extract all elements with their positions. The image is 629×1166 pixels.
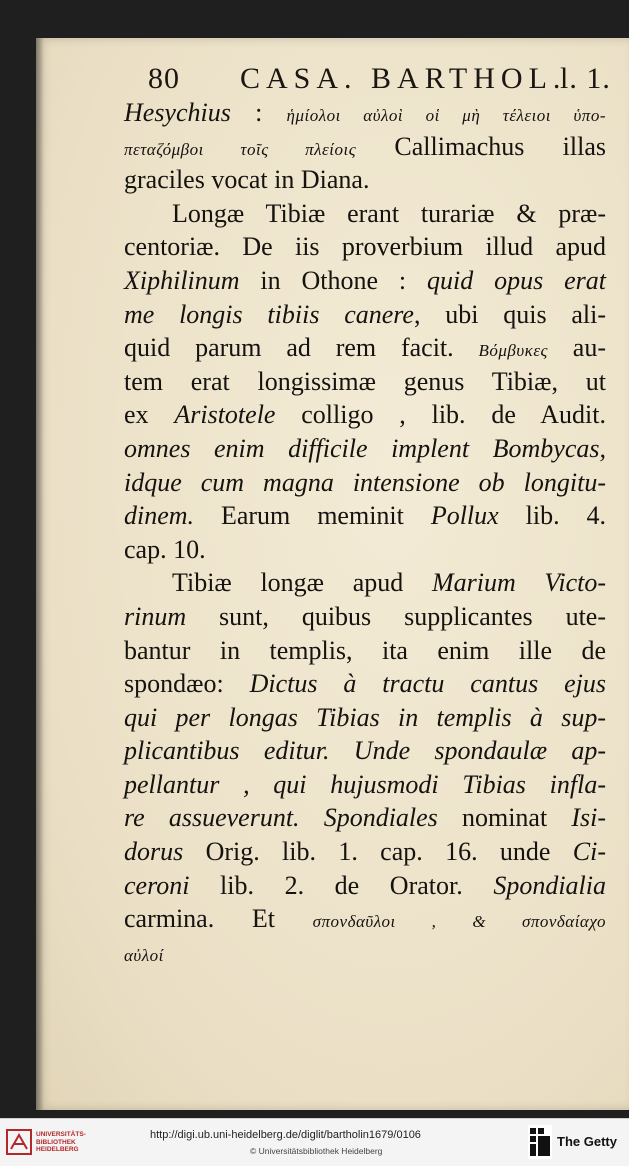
- text-run: in Othone :: [239, 265, 428, 295]
- text-run: me longis tibiis canere: [124, 299, 414, 329]
- text-line: [124, 130, 606, 164]
- viewer-footer: [0, 1118, 629, 1166]
- text-line: [124, 96, 606, 130]
- text-run: Aristotele: [174, 400, 276, 430]
- text-run: ἡμίολοι αὐλοὶ οἱ μὴ τέλειοι ὑπο-: [286, 106, 606, 125]
- text-run: Longæ Tibiæ erant turariæ & præ-: [172, 198, 606, 228]
- text-run: quid opus erat: [427, 265, 606, 295]
- text-run: graciles vocat in Diana.: [124, 165, 370, 195]
- text-run: Ci-: [572, 837, 606, 867]
- text-line: [124, 936, 606, 970]
- text-line: [124, 566, 606, 600]
- text-run: bantur in templis, ita enim ille de: [124, 635, 606, 665]
- text-run: dorus: [124, 837, 184, 867]
- text-run: plicantibus editur. Unde spondaulæ ap-: [124, 736, 606, 766]
- text-run: pellantur , qui hujusmodi Tibias infla-: [124, 769, 606, 799]
- text-run: nominat: [437, 803, 572, 833]
- copyright-notice: © Universitätsbibliothek Heidelberg: [250, 1146, 383, 1156]
- university-library-logo[interactable]: [6, 1127, 86, 1159]
- text-run: Βόμβυκες: [478, 341, 548, 361]
- body-text: [124, 96, 606, 969]
- text-run: qui per longas Tibias in templis à sup-: [124, 702, 606, 732]
- text-run: colligo , lib. de Audit.: [275, 400, 606, 430]
- text-run: centoriæ. De iis proverbium illud apud: [124, 232, 606, 262]
- text-run: Spondialia: [493, 870, 606, 900]
- text-run: au-: [547, 333, 606, 363]
- text-line: [124, 432, 606, 466]
- text-line: [124, 398, 606, 432]
- text-run: Earum meminit: [194, 501, 431, 531]
- text-line: [124, 365, 606, 399]
- text-run: tem erat longissimæ genus Tibiæ, ut: [124, 366, 606, 396]
- text-run: lib. 4.: [498, 501, 606, 531]
- text-line: [124, 298, 606, 332]
- text-run: rinum: [124, 601, 187, 631]
- text-line: [124, 533, 606, 567]
- text-run: ceroni: [124, 870, 190, 900]
- text-run: Orig. lib. 1. cap. 16. unde: [183, 837, 573, 867]
- text-line: [124, 869, 606, 903]
- text-line: [124, 466, 606, 500]
- text-run: spondæo:: [124, 669, 250, 699]
- text-run: idque cum magna intensione ob longitu-: [124, 467, 606, 497]
- text-line: [124, 902, 606, 936]
- text-run: Pollux: [430, 501, 499, 531]
- page-gutter-shadow: [36, 38, 44, 1110]
- text-run: quid parum ad rem facit.: [124, 333, 479, 363]
- text-run: πεταζόμβοι τοῖς πλείοις: [124, 139, 357, 159]
- text-run: Isi-: [571, 803, 606, 833]
- text-run: Tibiæ longæ apud: [172, 568, 432, 598]
- text-line: [124, 230, 606, 264]
- text-run: Dictus à tractu cantus ejus: [249, 669, 606, 699]
- text-run: Marium Victo-: [431, 568, 606, 598]
- text-line: [124, 701, 606, 735]
- text-run: Hesychius: [124, 98, 231, 127]
- text-run: :: [230, 98, 287, 127]
- library-logo-label: UNIVERSITÄTS- BIBLIOTHEK HEIDELBERG: [36, 1131, 86, 1153]
- book-reference: l. 1.: [560, 62, 611, 95]
- text-line: [124, 835, 606, 869]
- text-line: [124, 801, 606, 835]
- running-title: CASA. BARTHOL.: [240, 62, 567, 95]
- text-run: σπονδαῦλοι , & σπονδαίαχο: [312, 912, 606, 932]
- text-run: αὐλοί: [124, 945, 164, 965]
- text-line: [124, 499, 606, 533]
- text-run: omnes enim difficile implent Bombycas,: [124, 433, 606, 463]
- text-run: cap. 10.: [124, 534, 206, 564]
- text-line: [124, 734, 606, 768]
- library-crest-icon: [6, 1129, 32, 1155]
- text-run: carmina. Et: [124, 904, 313, 934]
- text-line: [124, 264, 606, 298]
- text-run: lib. 2. de Orator.: [189, 870, 494, 900]
- text-run: , ubi quis ali-: [413, 299, 607, 329]
- text-run: ex: [124, 400, 175, 430]
- text-line: [124, 331, 606, 365]
- text-run: dinem.: [124, 501, 195, 531]
- text-run: sunt, quibus supplicantes ute-: [186, 601, 606, 631]
- text-line: [124, 197, 606, 231]
- text-line: [124, 634, 606, 668]
- text-run: re assueverunt. Spondiales: [124, 803, 438, 833]
- text-run: Xiphilinum: [124, 265, 240, 295]
- text-line: [124, 600, 606, 634]
- text-run: Callimachus illas: [356, 131, 606, 161]
- getty-logo-icon: [528, 1125, 552, 1159]
- permalink-url[interactable]: http://digi.ub.uni-heidelberg.de/diglit/bartholin1679/0106: [150, 1129, 421, 1141]
- text-line: [124, 768, 606, 802]
- getty-label: The Getty: [557, 1134, 617, 1149]
- page-number: 80: [148, 62, 180, 95]
- text-line: [124, 667, 606, 701]
- text-line: [124, 163, 606, 197]
